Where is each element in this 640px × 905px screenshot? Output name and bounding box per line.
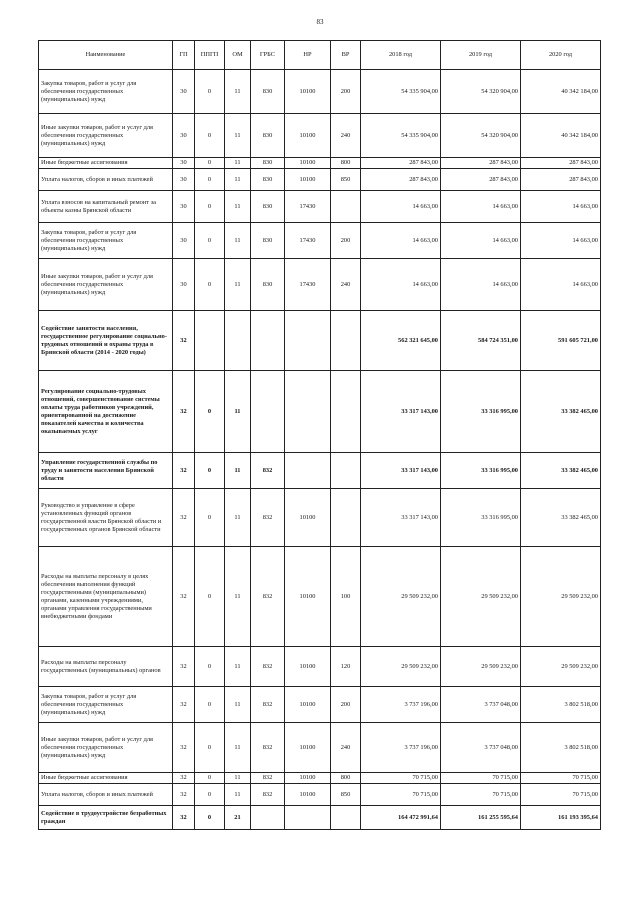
cell-vr: 850 <box>331 169 361 191</box>
cell-nr <box>285 453 331 489</box>
cell-grbs: 830 <box>251 114 285 158</box>
cell-om: 11 <box>225 784 251 806</box>
cell-pgp: 0 <box>195 259 225 311</box>
cell-grbs: 830 <box>251 70 285 114</box>
cell-2020: 287 843,00 <box>521 158 601 169</box>
cell-om: 11 <box>225 259 251 311</box>
cell-om: 11 <box>225 158 251 169</box>
cell-nr: 10100 <box>285 114 331 158</box>
cell-pgp: 0 <box>195 806 225 830</box>
cell-gp: 32 <box>173 371 195 453</box>
cell-vr: 240 <box>331 114 361 158</box>
cell-2019: 33 316 995,00 <box>441 489 521 547</box>
cell-2020: 33 382 465,00 <box>521 489 601 547</box>
cell-2020: 14 663,00 <box>521 259 601 311</box>
cell-pgp: 0 <box>195 489 225 547</box>
cell-pgp: 0 <box>195 371 225 453</box>
cell-2020: 14 663,00 <box>521 223 601 259</box>
cell-2020: 33 382 465,00 <box>521 453 601 489</box>
table-row <box>39 311 601 371</box>
cell-name: Регулирование социально-трудовых отношений, совершенствование системы оплаты труда работников учреждений, ориентированной на достижение показателей качества и количества оказываемых услуг <box>39 371 173 453</box>
cell-pgp: 0 <box>195 547 225 647</box>
cell-pgp: 0 <box>195 169 225 191</box>
cell-pgp <box>195 311 225 371</box>
cell-2020: 161 193 395,64 <box>521 806 601 830</box>
header-2020: 2020 год <box>521 41 601 70</box>
header-2018: 2018 год <box>361 41 441 70</box>
cell-nr <box>285 806 331 830</box>
cell-nr: 10100 <box>285 723 331 773</box>
cell-2019: 14 663,00 <box>441 191 521 223</box>
cell-gp: 32 <box>173 647 195 687</box>
cell-grbs <box>251 806 285 830</box>
cell-nr: 10100 <box>285 158 331 169</box>
cell-om: 11 <box>225 70 251 114</box>
header-2019: 2019 год <box>441 41 521 70</box>
page-number: 83 <box>316 18 324 26</box>
cell-vr <box>331 806 361 830</box>
cell-vr <box>331 453 361 489</box>
cell-2019: 3 737 048,00 <box>441 687 521 723</box>
cell-grbs: 832 <box>251 773 285 784</box>
cell-nr: 17430 <box>285 191 331 223</box>
cell-2019: 54 320 904,00 <box>441 70 521 114</box>
cell-2019: 3 737 048,00 <box>441 723 521 773</box>
cell-om: 11 <box>225 169 251 191</box>
cell-2018: 54 335 904,00 <box>361 70 441 114</box>
cell-om: 11 <box>225 371 251 453</box>
cell-grbs: 830 <box>251 259 285 311</box>
cell-2018: 14 663,00 <box>361 259 441 311</box>
cell-2019: 584 724 351,00 <box>441 311 521 371</box>
cell-2019: 33 316 995,00 <box>441 453 521 489</box>
cell-nr: 10100 <box>285 687 331 723</box>
cell-2019: 29 509 232,00 <box>441 547 521 647</box>
cell-gp: 30 <box>173 70 195 114</box>
cell-grbs: 832 <box>251 723 285 773</box>
cell-vr: 800 <box>331 158 361 169</box>
cell-vr: 100 <box>331 547 361 647</box>
header-pgp: ППГП <box>195 41 225 70</box>
cell-pgp: 0 <box>195 723 225 773</box>
cell-pgp: 0 <box>195 70 225 114</box>
cell-2018: 3 737 196,00 <box>361 687 441 723</box>
table-row <box>39 647 601 687</box>
cell-nr: 10100 <box>285 70 331 114</box>
cell-om: 11 <box>225 223 251 259</box>
cell-gp: 32 <box>173 489 195 547</box>
cell-om: 11 <box>225 114 251 158</box>
cell-name: Закупка товаров, работ и услуг для обеспечения государственных (муниципальных) нужд <box>39 687 173 723</box>
cell-pgp: 0 <box>195 773 225 784</box>
table-row <box>39 723 601 773</box>
cell-gp: 30 <box>173 169 195 191</box>
cell-vr: 240 <box>331 723 361 773</box>
cell-pgp: 0 <box>195 784 225 806</box>
cell-om: 11 <box>225 647 251 687</box>
cell-name: Расходы на выплаты персоналу в целях обеспечения выполнения функций государственными (муниципальными) органами, казенными учреждениями, органами управления государственными внебюджетными фондами <box>39 547 173 647</box>
cell-2019: 287 843,00 <box>441 158 521 169</box>
cell-name: Руководство и управление в сфере установленных функций органов государственной власти Брянской области и государственных органов Брянской области <box>39 489 173 547</box>
cell-2020: 40 342 184,00 <box>521 70 601 114</box>
table-row <box>39 453 601 489</box>
cell-grbs: 832 <box>251 547 285 647</box>
cell-name: Закупка товаров, работ и услуг для обеспечения государственных (муниципальных) нужд <box>39 70 173 114</box>
cell-2019: 29 509 232,00 <box>441 647 521 687</box>
cell-2018: 29 509 232,00 <box>361 547 441 647</box>
cell-gp: 30 <box>173 114 195 158</box>
cell-2020: 29 509 232,00 <box>521 547 601 647</box>
cell-grbs: 832 <box>251 687 285 723</box>
table-row <box>39 784 601 806</box>
cell-grbs: 832 <box>251 489 285 547</box>
cell-gp: 32 <box>173 773 195 784</box>
cell-vr: 850 <box>331 784 361 806</box>
cell-vr <box>331 311 361 371</box>
cell-om: 11 <box>225 191 251 223</box>
cell-2019: 33 316 995,00 <box>441 371 521 453</box>
cell-vr: 800 <box>331 773 361 784</box>
cell-2018: 70 715,00 <box>361 773 441 784</box>
cell-pgp: 0 <box>195 687 225 723</box>
cell-name: Закупка товаров, работ и услуг для обеспечения государственных (муниципальных) нужд <box>39 223 173 259</box>
table-row <box>39 191 601 223</box>
cell-pgp: 0 <box>195 158 225 169</box>
cell-2019: 70 715,00 <box>441 773 521 784</box>
cell-om: 11 <box>225 687 251 723</box>
table-row <box>39 114 601 158</box>
cell-nr: 10100 <box>285 784 331 806</box>
cell-pgp: 0 <box>195 223 225 259</box>
table-row <box>39 547 601 647</box>
cell-nr: 10100 <box>285 773 331 784</box>
cell-2019: 70 715,00 <box>441 784 521 806</box>
cell-gp: 32 <box>173 687 195 723</box>
table-row <box>39 806 601 830</box>
cell-grbs: 830 <box>251 158 285 169</box>
cell-name: Уплата налогов, сборов и иных платежей <box>39 169 173 191</box>
cell-grbs: 830 <box>251 223 285 259</box>
cell-gp: 30 <box>173 158 195 169</box>
cell-2020: 29 509 232,00 <box>521 647 601 687</box>
cell-gp: 32 <box>173 723 195 773</box>
cell-2018: 14 663,00 <box>361 223 441 259</box>
table-row <box>39 259 601 311</box>
cell-om: 11 <box>225 723 251 773</box>
cell-vr <box>331 489 361 547</box>
table-row <box>39 687 601 723</box>
cell-2018: 164 472 991,64 <box>361 806 441 830</box>
cell-om: 21 <box>225 806 251 830</box>
table-row <box>39 158 601 169</box>
table-row <box>39 70 601 114</box>
cell-name: Управление государственной службы по труду и занятости населения Брянской области <box>39 453 173 489</box>
cell-2018: 14 663,00 <box>361 191 441 223</box>
cell-2018: 70 715,00 <box>361 784 441 806</box>
cell-nr: 10100 <box>285 489 331 547</box>
cell-nr <box>285 311 331 371</box>
budget-table <box>38 40 601 830</box>
cell-pgp: 0 <box>195 114 225 158</box>
cell-vr <box>331 371 361 453</box>
table-row <box>39 773 601 784</box>
cell-2019: 287 843,00 <box>441 169 521 191</box>
cell-2020: 70 715,00 <box>521 784 601 806</box>
cell-name: Расходы на выплаты персоналу государственных (муниципальных) органов <box>39 647 173 687</box>
cell-name: Иные закупки товаров, работ и услуг для обеспечения государственных (муниципальных) нужд <box>39 114 173 158</box>
cell-gp: 32 <box>173 453 195 489</box>
header-vr: ВР <box>331 41 361 70</box>
cell-vr: 200 <box>331 687 361 723</box>
cell-nr: 10100 <box>285 647 331 687</box>
cell-2018: 29 509 232,00 <box>361 647 441 687</box>
cell-pgp: 0 <box>195 647 225 687</box>
cell-2020: 591 605 721,00 <box>521 311 601 371</box>
cell-name: Иные бюджетные ассигнования <box>39 158 173 169</box>
cell-grbs: 832 <box>251 784 285 806</box>
cell-2018: 54 335 904,00 <box>361 114 441 158</box>
header-name: Наименование <box>39 41 173 70</box>
cell-nr: 17430 <box>285 259 331 311</box>
cell-om: 11 <box>225 773 251 784</box>
cell-pgp: 0 <box>195 453 225 489</box>
cell-gp: 30 <box>173 259 195 311</box>
cell-2020: 3 802 518,00 <box>521 687 601 723</box>
cell-2020: 3 802 518,00 <box>521 723 601 773</box>
cell-2020: 40 342 184,00 <box>521 114 601 158</box>
header-row <box>39 41 601 70</box>
cell-2019: 54 320 904,00 <box>441 114 521 158</box>
header-om: ОМ <box>225 41 251 70</box>
cell-name: Уплата взносов на капитальный ремонт за объекты казны Брянской области <box>39 191 173 223</box>
table-row <box>39 223 601 259</box>
cell-2018: 3 737 196,00 <box>361 723 441 773</box>
cell-name: Содействие в трудоустройстве безработных граждан <box>39 806 173 830</box>
header-grbs: ГРБС <box>251 41 285 70</box>
cell-nr: 10100 <box>285 169 331 191</box>
cell-name: Иные бюджетные ассигнования <box>39 773 173 784</box>
cell-2018: 33 317 143,00 <box>361 453 441 489</box>
cell-grbs: 832 <box>251 647 285 687</box>
cell-nr <box>285 371 331 453</box>
cell-vr: 200 <box>331 70 361 114</box>
header-gp: ГП <box>173 41 195 70</box>
cell-vr: 120 <box>331 647 361 687</box>
cell-2020: 70 715,00 <box>521 773 601 784</box>
cell-grbs <box>251 311 285 371</box>
cell-nr: 10100 <box>285 547 331 647</box>
cell-2020: 287 843,00 <box>521 169 601 191</box>
cell-2020: 33 382 465,00 <box>521 371 601 453</box>
header-nr: НР <box>285 41 331 70</box>
cell-2019: 14 663,00 <box>441 259 521 311</box>
cell-gp: 32 <box>173 806 195 830</box>
cell-om: 11 <box>225 453 251 489</box>
cell-vr: 240 <box>331 259 361 311</box>
cell-2019: 161 255 595,64 <box>441 806 521 830</box>
cell-2019: 14 663,00 <box>441 223 521 259</box>
cell-pgp: 0 <box>195 191 225 223</box>
cell-2018: 287 843,00 <box>361 169 441 191</box>
cell-gp: 30 <box>173 191 195 223</box>
table-row <box>39 489 601 547</box>
cell-om: 11 <box>225 489 251 547</box>
cell-2020: 14 663,00 <box>521 191 601 223</box>
cell-grbs: 830 <box>251 169 285 191</box>
cell-2018: 33 317 143,00 <box>361 371 441 453</box>
cell-gp: 32 <box>173 547 195 647</box>
cell-2018: 287 843,00 <box>361 158 441 169</box>
cell-gp: 32 <box>173 784 195 806</box>
cell-vr <box>331 191 361 223</box>
cell-grbs <box>251 371 285 453</box>
cell-nr: 17430 <box>285 223 331 259</box>
cell-om <box>225 311 251 371</box>
cell-name: Иные закупки товаров, работ и услуг для обеспечения государственных (муниципальных) нужд <box>39 723 173 773</box>
table-row <box>39 371 601 453</box>
cell-name: Иные закупки товаров, работ и услуг для обеспечения государственных (муниципальных) нужд <box>39 259 173 311</box>
cell-om: 11 <box>225 547 251 647</box>
cell-2018: 562 321 645,00 <box>361 311 441 371</box>
cell-gp: 32 <box>173 311 195 371</box>
cell-name: Содействие занятости населения, государственное регулирование социально-трудовых отношений и охраны труда в Брянской области (2014 - 2020 годы) <box>39 311 173 371</box>
cell-grbs: 830 <box>251 191 285 223</box>
cell-gp: 30 <box>173 223 195 259</box>
cell-vr: 200 <box>331 223 361 259</box>
cell-2018: 33 317 143,00 <box>361 489 441 547</box>
table-row <box>39 169 601 191</box>
cell-name: Уплата налогов, сборов и иных платежей <box>39 784 173 806</box>
cell-grbs: 832 <box>251 453 285 489</box>
